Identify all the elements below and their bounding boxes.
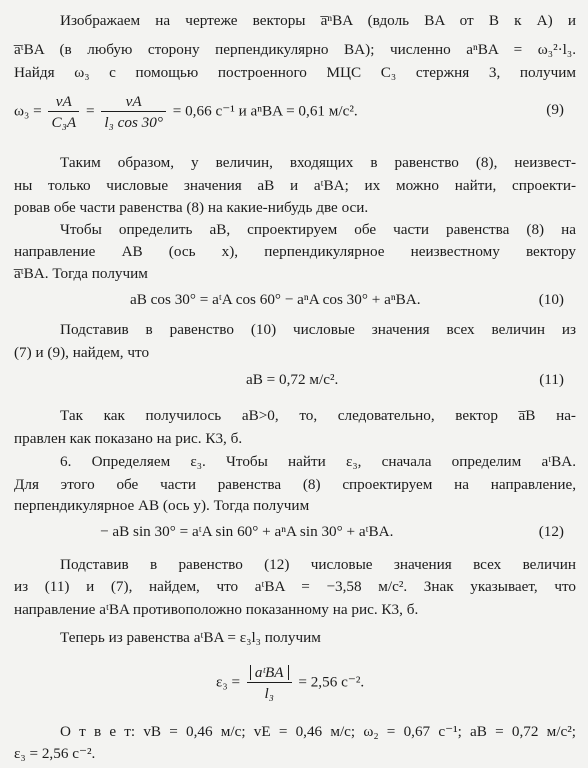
- eq13-numerator: aᵗBA: [254, 664, 284, 681]
- text-line: Подставив в равенство (12) числовые значения всех величин: [60, 556, 576, 573]
- text-line: Так как получилось aB>0, то, следовательно, вектор a̅B на-: [60, 407, 576, 424]
- eq12-body: − aB sin 30° = aᵗA sin 60° + aⁿA sin 30° + aᵗBA.: [100, 523, 394, 540]
- eq9-f2-numerator: vA: [125, 93, 142, 110]
- text-line: перпендикулярное AB (ось y). Тогда получим: [14, 497, 310, 514]
- answer-line: ε₃ = 2,56 с⁻².: [14, 745, 96, 762]
- text-line: ны только числовые значения aB и aᵗBA; их можно найти, спроекти-: [14, 177, 576, 194]
- equation-number: (9): [546, 101, 564, 118]
- equation-number: (12): [538, 523, 564, 540]
- text-line: Для этого обе части равенства (8) спроектируем на направление,: [14, 476, 576, 493]
- eq10-body: aB cos 30° = aᵗA cos 60° − aⁿA cos 30° + aⁿBA.: [130, 291, 421, 308]
- eq13-fraction: [247, 665, 292, 701]
- text-line: Чтобы определить aB, спроектируем обе части равенства (8) на: [60, 221, 576, 238]
- answer-line: О т в е т: vB = 0,46 м/с; vE = 0,46 м/с; ω₂ = 0,67 с⁻¹; aB = 0,72 м/с²;: [60, 723, 576, 740]
- text-line: a̅ᵗBA (в любую сторону перпендикулярно BA); численно aⁿBA = ω₃²·l₃.: [14, 41, 576, 58]
- eq13-rhs: = 2,56 с⁻².: [298, 673, 365, 691]
- equation-13: [0, 665, 576, 711]
- equation-number: (11): [539, 371, 564, 388]
- text-line: a̅ᵗBA. Тогда получим: [14, 265, 148, 282]
- text-line: направление AB (ось x), перпендикулярное неизвестному вектору: [14, 243, 576, 260]
- text-line: ровав обе части равенства (8) на какие-нибудь две оси.: [14, 199, 369, 216]
- eq9-f1-denominator: C₃A: [51, 114, 77, 132]
- eq11-body: aB = 0,72 м/с².: [246, 371, 339, 388]
- text-line: правлен как показано на рис. К3, б.: [14, 430, 243, 447]
- equation-number: (10): [538, 291, 564, 308]
- eq9-fraction-1: [48, 94, 79, 130]
- eq13-lhs: ε₃ =: [216, 673, 241, 691]
- text-line: Найдя ω₃ с помощью построенного МЦС C₃ стержня 3, получим: [14, 64, 576, 81]
- text-line: направление aᵗBA противоположно показанному на рис. К3, б.: [14, 601, 419, 618]
- text-line: Изображаем на чертеже векторы a̅ⁿBA (вдоль BA от B к A) и: [60, 12, 576, 29]
- eq13-denominator: l₃: [264, 685, 274, 703]
- eq9-lhs: ω₃ =: [14, 102, 42, 120]
- text-line: Таким образом, у величин, входящих в равенство (8), неизвест-: [60, 154, 576, 171]
- text-line: Теперь из равенства aᵗBA = ε₃l₃ получим: [60, 629, 321, 646]
- eq9-f2-denominator: l₃ cos 30°: [104, 114, 163, 132]
- text-line: 6. Определяем ε₃. Чтобы найти ε₃, сначала определим aᵗBA.: [60, 453, 576, 470]
- text-line: Подставив в равенство (10) числовые значения всех величин из: [60, 321, 576, 338]
- text-line: (7) и (9), найдем, что: [14, 344, 150, 361]
- equation-9: [0, 94, 576, 130]
- eq9-f1-numerator: vA: [55, 93, 72, 110]
- text-line: из (11) и (7), найдем, что aᵗBA = −3,58 м/с². Знак указывает, что: [14, 578, 576, 595]
- eq9-fraction-2: [101, 94, 166, 130]
- eq9-equals: =: [85, 102, 95, 120]
- eq9-rhs: = 0,66 с⁻¹ и aⁿBA = 0,61 м/с².: [172, 102, 358, 120]
